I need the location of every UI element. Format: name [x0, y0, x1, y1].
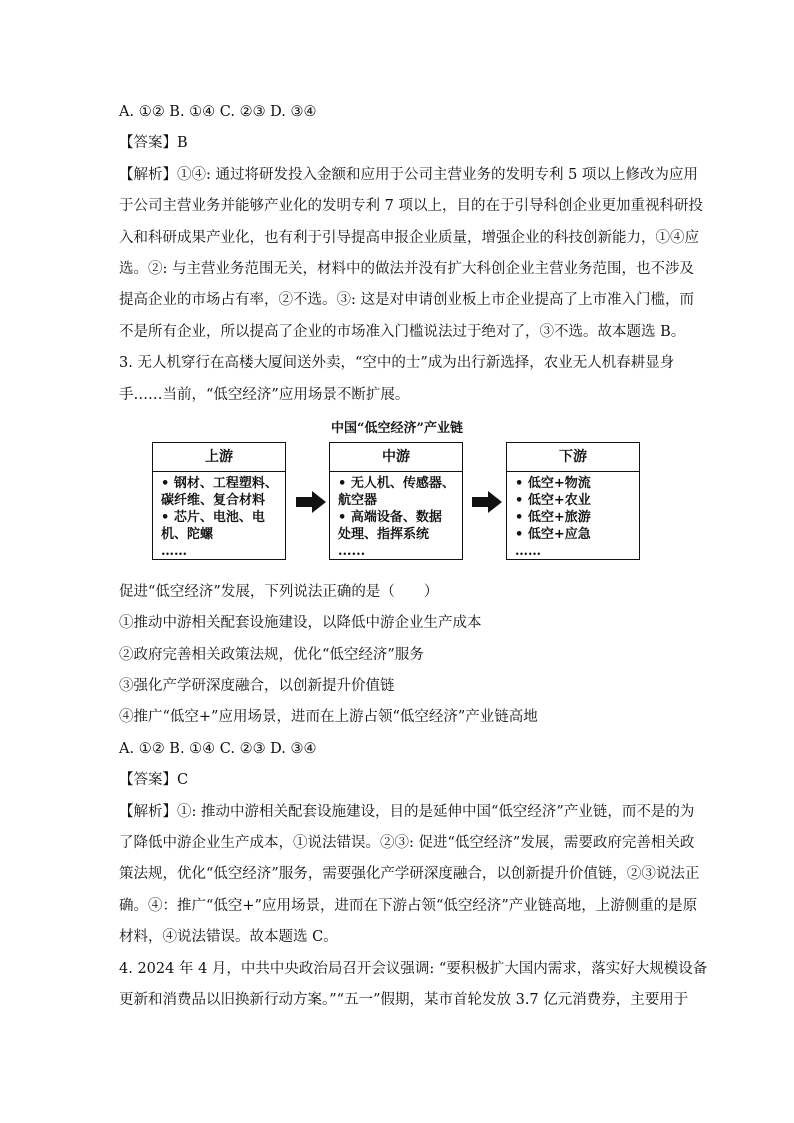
right-arrow-icon — [472, 491, 502, 513]
question-line: 更新和消费品以旧换新行动方案。”“五一”假期，某市首轮发放 3.7 亿元消费券，主要用于 — [119, 992, 689, 1008]
downstream-box — [506, 442, 640, 560]
analysis-line: 选。②: 与主营业务范围无关，材料中的做法并没有扩大科创企业主营业务范围，也不涉及 — [119, 261, 694, 277]
text-line: A. ①② B. ①④ C. ②③ D. ③④ — [119, 104, 317, 120]
downstream-items: • 低空+物流 • 低空+农业 • 低空+旅游 • 低空+应急 …… — [515, 476, 591, 559]
answer-label: 【答案】B — [119, 135, 188, 151]
midstream-box — [329, 442, 463, 560]
question-line: 3. 无人机穿行在高楼大厦间送外卖，“空中的士”成为出行新选择，农业无人机春耕显身 — [119, 355, 675, 371]
analysis-line: 【解析】①: 推动中游相关配套设施建设，目的是延伸中国“低空经济”产业链，而不是的为 — [119, 804, 695, 820]
analysis-line: 【解析】①④: 通过将研发投入金额和应用于公司主营业务的发明专利 5 项以上修改为应用 — [119, 167, 698, 183]
upstream-heading: 上游 — [153, 443, 285, 472]
option-line: ②政府完善相关政策法规，优化“低空经济”服务 — [119, 647, 424, 663]
analysis-line: 入和科研成果产业化，也有利于引导提高申报企业质量，增强企业的科技创新能力，①④应 — [119, 230, 699, 246]
question-line: 手……当前，“低空经济”应用场景不断扩展。 — [119, 387, 410, 403]
option-line: ①推动中游相关配套设施建设，以降低中游企业生产成本 — [119, 615, 482, 631]
option-line: ④推广“低空+”应用场景，进而在上游占领“低空经济”产业链高地 — [119, 709, 538, 725]
analysis-line: 确。④：推广“低空+”应用场景，进而在下游占领“低空经济”产业链高地，上游侧重的是原 — [119, 898, 698, 914]
question-line: 4. 2024 年 4 月，中共中央政治局召开会议强调: “要积极扩大国内需求，落实好大规模设备 — [119, 961, 708, 977]
option-line: ③强化产学研深度融合，以创新提升价值链 — [119, 678, 395, 694]
question-stem: 促进“低空经济”发展，下列说法正确的是（ ） — [119, 584, 439, 600]
analysis-line: 材料，④说法错误。故本题选 C。 — [119, 929, 338, 945]
answer-label: 【答案】C — [119, 772, 189, 788]
upstream-box — [152, 442, 286, 560]
analysis-line: 提高企业的市场占有率，②不选。③: 这是对申请创业板上市企业提高了上市准入门槛，而 — [119, 292, 694, 308]
analysis-line: 于公司主营业务并能够产业化的发明专利 7 项以上，目的在于引导科创企业更加重视科研投 — [119, 198, 703, 214]
right-arrow-icon — [296, 491, 326, 513]
downstream-heading: 下游 — [507, 443, 639, 472]
choices-line: A. ①② B. ①④ C. ②③ D. ③④ — [119, 741, 317, 757]
analysis-line: 了降低中游企业生产成本，①说法错误。②③: 促进“低空经济”发展，需要政府完善相关政 — [119, 835, 695, 851]
analysis-line: 策法规，优化“低空经济”服务，需要强化产学研深度融合，以创新提升价值链，②③说法正 — [119, 866, 700, 882]
upstream-items: • 钢材、工程塑料、 碳纤维、复合材料 • 芯片、电池、电 机、陀螺 …… — [161, 476, 278, 559]
diagram-title: 中国“低空经济”产业链 — [331, 421, 463, 436]
analysis-line: 不是所有企业，所以提高了企业的市场准入门槛说法过于绝对了，③不选。故本题选 B。 — [119, 324, 686, 340]
midstream-items: • 无人机、传感器、 航空器 • 高端设备、数据 处理、指挥系统 ...... — [338, 476, 455, 559]
midstream-heading: 中游 — [330, 443, 462, 472]
